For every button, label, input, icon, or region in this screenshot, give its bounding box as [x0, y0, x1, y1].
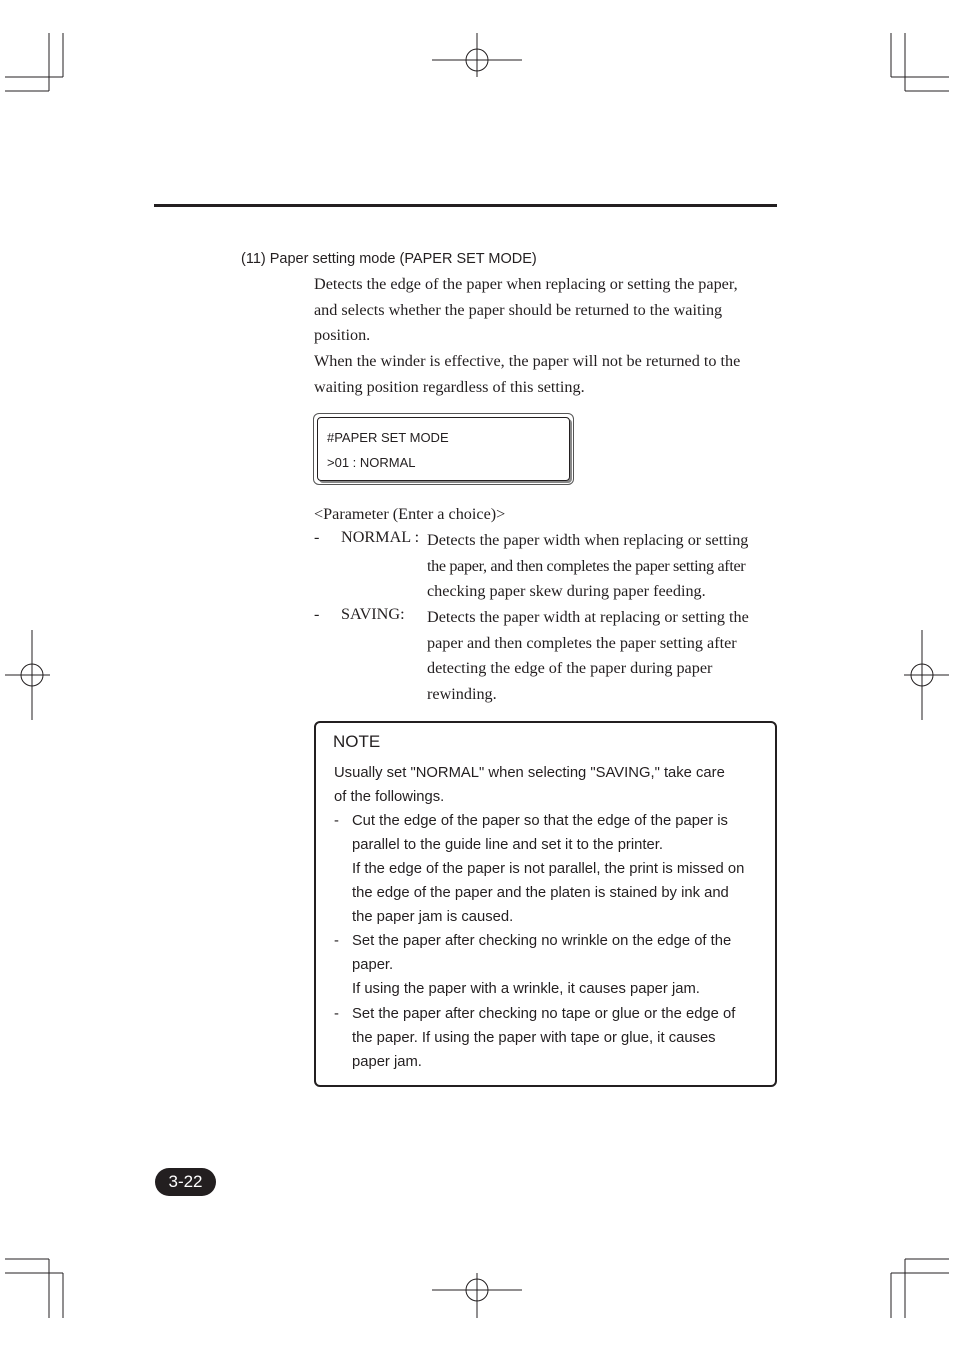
parameter-line: the paper, and then completes the paper setting after [427, 556, 746, 575]
parameter-line: rewinding. [427, 685, 497, 704]
description-paragraph-2 [314, 349, 777, 400]
note-line: If using the paper with a wrinkle, it causes paper jam. [352, 981, 700, 997]
display-panel [313, 413, 574, 485]
description-line: When the winder is effective, the paper will not be returned to the [314, 352, 741, 370]
note-line: Set the paper after checking no tape or glue or the edge of [352, 1006, 736, 1022]
parameter-line: Detects the paper width at replacing or setting the [427, 608, 749, 626]
list-dash: - [334, 813, 339, 829]
display-line-2: >01 : NORMAL [327, 455, 416, 470]
list-dash: - [334, 933, 339, 949]
list-dash: - [334, 1006, 339, 1022]
parameter-description [427, 528, 777, 605]
note-line: paper. [352, 957, 394, 973]
note-box [314, 721, 777, 1087]
description-paragraph-1 [314, 272, 777, 349]
display-panel-screen [317, 417, 570, 481]
note-line: Cut the edge of the paper so that the edge of the paper is [352, 813, 728, 829]
note-item-body [352, 1002, 764, 1074]
note-line: the edge of the paper and the platen is stained by ink and [352, 885, 729, 901]
parameter-line: Detects the paper width when replacing or setting [427, 531, 749, 549]
list-dash: - [314, 605, 320, 623]
note-item-body [352, 809, 764, 929]
parameter-line: checking paper skew during paper feeding. [427, 582, 706, 601]
note-line: Usually set "NORMAL" when selecting "SAVING," take care [334, 765, 725, 781]
parameter-title: <Parameter (Enter a choice)> [314, 505, 506, 523]
parameter-line: paper and then completes the paper setting after [427, 633, 737, 652]
description-line: Detects the edge of the paper when replacing or setting the paper, [314, 275, 738, 293]
header-rule [154, 204, 777, 207]
parameter-description [427, 605, 777, 708]
note-intro [334, 761, 764, 809]
note-line: If the edge of the paper is not parallel, the print is missed on [352, 861, 745, 877]
description-line: and selects whether the paper should be returned to the waiting [314, 300, 723, 319]
note-line: parallel to the guide line and set it to the printer. [352, 837, 663, 853]
note-line: the paper jam is caused. [352, 909, 514, 925]
note-line: the paper. If using the paper with tape or glue, it causes [352, 1030, 716, 1046]
note-line: Set the paper after checking no wrinkle on the edge of the [352, 933, 732, 949]
page-number: 3-22 [155, 1168, 216, 1196]
description-line: position. [314, 326, 371, 345]
description-line: waiting position regardless of this setting. [314, 377, 585, 396]
display-line-1: #PAPER SET MODE [327, 430, 449, 445]
note-title: NOTE [333, 732, 381, 751]
note-line: of the followings. [334, 789, 445, 805]
list-dash: - [314, 528, 320, 546]
section-heading: (11) Paper setting mode (PAPER SET MODE) [241, 251, 537, 267]
parameter-line: detecting the edge of the paper during paper [427, 659, 713, 678]
parameter-name: SAVING: [341, 605, 405, 623]
parameter-name: NORMAL : [341, 528, 420, 546]
note-line: paper jam. [352, 1054, 422, 1070]
note-item-body [352, 929, 764, 1001]
